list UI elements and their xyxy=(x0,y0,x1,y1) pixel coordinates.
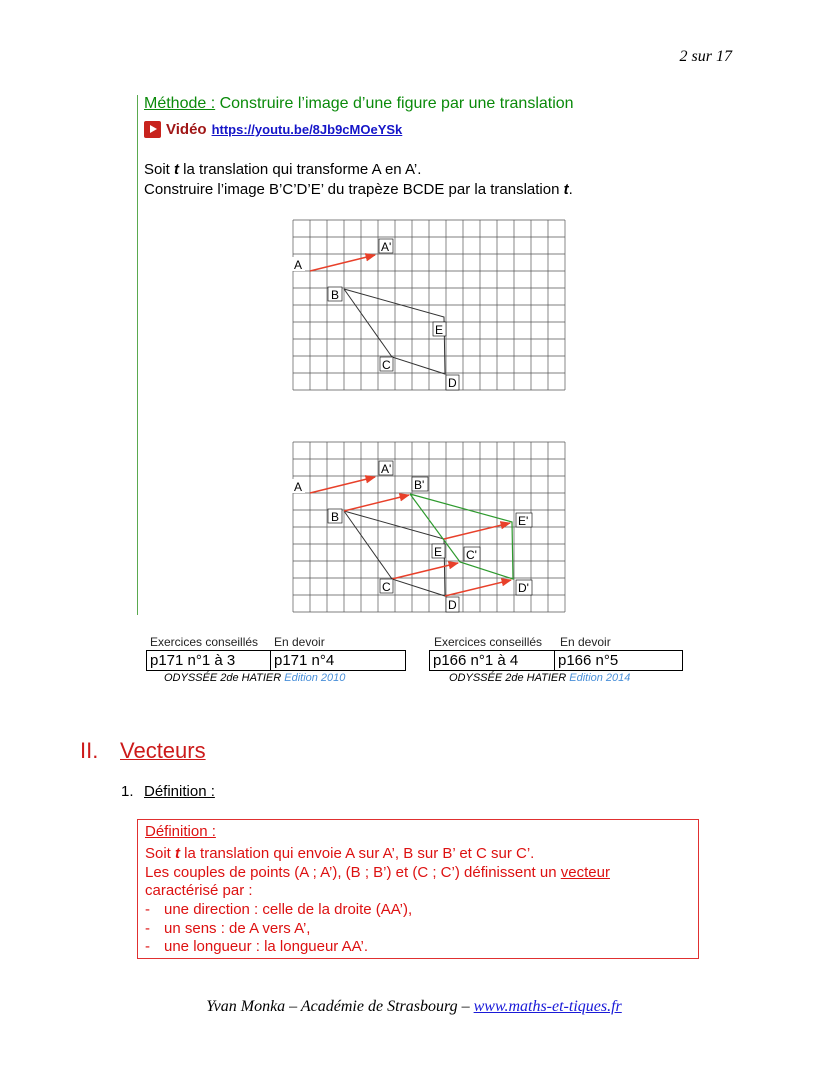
label-a: A xyxy=(294,480,303,494)
definition-text: la translation qui envoie A sur A’, B sur B’ et C sur C’. xyxy=(180,845,535,862)
label-a-prime: A' xyxy=(381,462,392,476)
vector-aa-prime xyxy=(310,255,375,271)
methode-heading xyxy=(144,95,574,113)
book-name: ODYSSÉE 2de HATIER xyxy=(164,672,282,684)
trapezoid-image xyxy=(410,494,513,579)
exercises-conseilles-head: Exercices conseillés xyxy=(434,635,543,649)
figure-trapezoid-with-image xyxy=(290,439,568,615)
translation-symbol: t xyxy=(175,845,181,862)
figure-trapezoid-original xyxy=(290,217,568,393)
definition-text: Les couples de points (A ; A’), (B ; B’) et (C ; C’) définissent un xyxy=(145,864,561,881)
page-number: 2 sur 17 xyxy=(679,48,732,65)
translation-symbol: t xyxy=(174,161,180,178)
statement-line-1 xyxy=(144,160,573,180)
definition-text: Soit xyxy=(145,845,176,862)
label-a: A xyxy=(294,258,303,272)
bullet-dash: - xyxy=(145,901,150,918)
section-number: II. xyxy=(80,738,99,763)
methode-title: Construire l’image d’une figure par une translation xyxy=(215,95,574,112)
footer xyxy=(0,998,828,1016)
exercises-devoir: p171 n°4 xyxy=(270,651,337,670)
exercises-header xyxy=(146,635,406,649)
exercises-devoir-head: En devoir xyxy=(274,635,325,649)
exercises-2014 xyxy=(429,635,683,684)
footer-text: Yvan Monka – Académie de Strasbourg – xyxy=(206,998,474,1015)
edition-year: Edition 2014 xyxy=(569,672,631,684)
section-title: Vecteurs xyxy=(120,738,206,763)
exercises-devoir: p166 n°5 xyxy=(554,651,621,670)
exercises-conseilles-head: Exercices conseillés xyxy=(150,635,259,649)
footer-link[interactable]: www.maths-et-tiques.fr xyxy=(473,998,622,1015)
statement-text: Construire l’image B’C’D’E’ du trapèze BCDE par la translation xyxy=(144,181,564,198)
exercises-edition xyxy=(429,672,683,684)
definition-line-1 xyxy=(145,845,534,862)
label-a-prime: A' xyxy=(381,240,392,254)
label-e: E xyxy=(435,323,444,337)
label-c-prime: C' xyxy=(466,548,477,562)
label-b: B xyxy=(331,510,340,524)
vector-aa-prime xyxy=(310,477,375,493)
vecteur-term: vecteur xyxy=(560,864,610,881)
translation-symbol: t xyxy=(563,181,569,198)
exercises-header xyxy=(429,635,683,649)
label-e: E xyxy=(434,545,443,559)
label-d-prime: D' xyxy=(518,581,529,595)
edition-year: Edition 2010 xyxy=(284,672,346,684)
exercise-statement xyxy=(144,160,573,200)
bullet-text: une longueur : la longueur AA’. xyxy=(164,938,369,955)
book-name: ODYSSÉE 2de HATIER xyxy=(449,672,567,684)
label-c: C xyxy=(382,358,391,372)
label-c: C xyxy=(382,580,391,594)
statement-text: Soit xyxy=(144,161,175,178)
label-e-prime: E' xyxy=(518,514,529,528)
exercises-2010 xyxy=(146,635,406,684)
exercises-box xyxy=(429,650,683,671)
statement-text: la translation qui transforme A en A’. xyxy=(179,161,422,178)
statement-text: . xyxy=(568,181,573,198)
definition-box xyxy=(137,819,699,959)
bullet-dash: - xyxy=(145,920,150,937)
exercises-edition xyxy=(146,672,406,684)
definition-line-2 xyxy=(145,864,610,881)
subsection-number: 1. xyxy=(121,783,134,800)
definition-title: Définition : xyxy=(145,823,216,840)
definition-bullet xyxy=(145,901,412,918)
subsection-title: Définition : xyxy=(144,783,215,800)
vector-cc-prime xyxy=(392,563,458,579)
label-b-prime: B' xyxy=(414,478,425,492)
label-d: D xyxy=(448,376,457,390)
vector-dd-prime xyxy=(445,580,511,596)
exercises-devoir-head: En devoir xyxy=(560,635,611,649)
video-play-icon[interactable] xyxy=(144,121,161,138)
vector-ee-prime xyxy=(444,523,510,539)
methode-margin-bar xyxy=(137,95,138,615)
trapezoid-bcde xyxy=(344,511,445,596)
vector-bb-prime xyxy=(344,495,409,511)
statement-line-2 xyxy=(144,180,573,200)
bullet-text: une direction : celle de la droite (AA’), xyxy=(164,901,413,918)
grid xyxy=(293,220,565,390)
label-b: B xyxy=(331,288,340,302)
exercises-conseilles: p171 n°1 à 3 xyxy=(150,652,236,669)
definition-bullet xyxy=(145,938,368,955)
bullet-dash: - xyxy=(145,938,150,955)
video-link[interactable]: https://youtu.be/8Jb9cMOeYSk xyxy=(211,122,403,137)
video-row xyxy=(144,121,402,138)
definition-bullet xyxy=(145,920,310,937)
label-d: D xyxy=(448,598,457,612)
exercises-box xyxy=(146,650,406,671)
definition-line-3: caractérisé par : xyxy=(145,882,253,899)
trapezoid-bcde xyxy=(344,289,445,374)
exercises-conseilles: p166 n°1 à 4 xyxy=(433,652,519,669)
video-label: Vidéo xyxy=(166,121,207,138)
bullet-text: un sens : de A vers A’, xyxy=(164,920,311,937)
methode-label: Méthode : xyxy=(144,95,216,112)
